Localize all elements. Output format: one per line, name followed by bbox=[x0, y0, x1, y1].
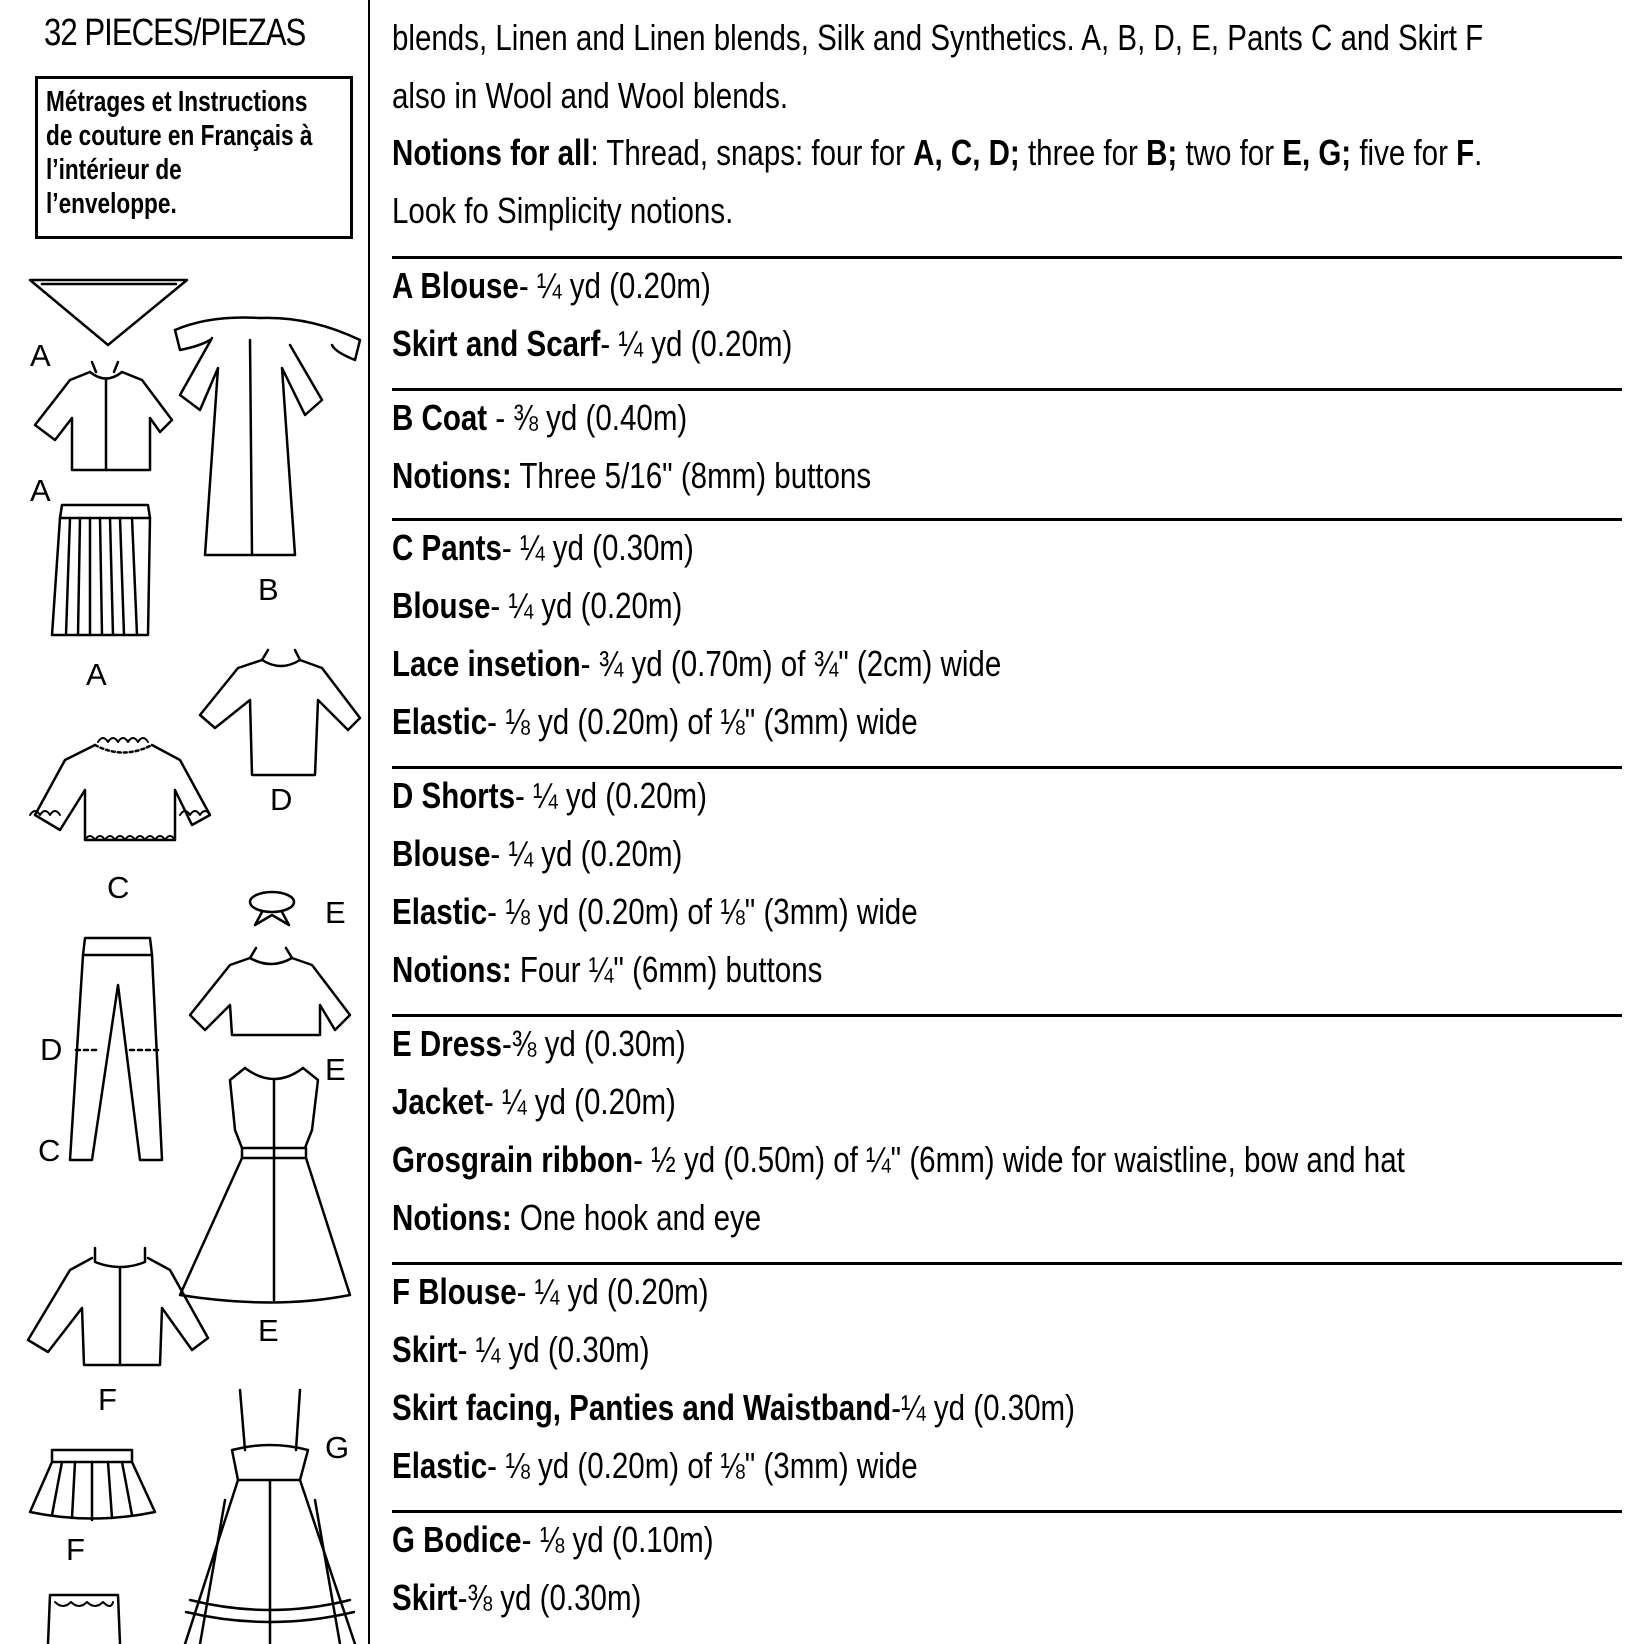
garment-illustrations bbox=[0, 260, 368, 1644]
skirt-a-illustration bbox=[52, 505, 150, 635]
label-f-skirt: F bbox=[66, 1532, 85, 1567]
pants-illustration bbox=[70, 938, 162, 1160]
coat-illustration bbox=[175, 318, 360, 556]
row-a-skirt-scarf: Skirt and Scarf- ¼ yd (0.20m) bbox=[392, 323, 793, 364]
row-c-lace: Lace insetion- ¾ yd (0.70m) of ¾" (2cm) wide bbox=[392, 643, 1002, 684]
row-f-elastic: Elastic- ⅛ yd (0.20m) of ⅛" (3mm) wide bbox=[392, 1445, 918, 1486]
label-f-blouse: F bbox=[98, 1382, 117, 1417]
label-a-blouse: A bbox=[30, 338, 51, 373]
divider bbox=[392, 256, 1622, 259]
label-e-dress: E bbox=[258, 1313, 279, 1348]
row-d-shorts: D Shorts- ¼ yd (0.20m) bbox=[392, 775, 707, 816]
row-a-blouse: A Blouse- ¼ yd (0.20m) bbox=[392, 265, 711, 306]
row-d-notions: Notions: Four ¼" (6mm) buttons bbox=[392, 949, 823, 990]
french-note: Métrages et Instructions de couture en Français à l’intérieur de l’enveloppe. bbox=[46, 86, 313, 220]
label-e-bow: E bbox=[325, 895, 346, 930]
row-f-facing: Skirt facing, Panties and Waistband-¼ yd (0.30m) bbox=[392, 1387, 1075, 1428]
left-column bbox=[0, 0, 368, 1644]
row-g-bodice: G Bodice- ⅛ yd (0.10m) bbox=[392, 1519, 714, 1560]
blouse-c-illustration bbox=[30, 738, 210, 840]
divider bbox=[392, 1262, 1622, 1265]
row-c-pants: C Pants- ¼ yd (0.30m) bbox=[392, 527, 694, 568]
label-c-pants: C bbox=[38, 1133, 61, 1168]
gown-g-illustration bbox=[185, 1390, 355, 1644]
blouse-d-illustration bbox=[200, 650, 360, 775]
label-e-jacket: E bbox=[325, 1052, 346, 1087]
divider bbox=[392, 1510, 1622, 1513]
bow-illustration bbox=[250, 892, 294, 925]
divider bbox=[392, 766, 1622, 769]
column-divider bbox=[368, 0, 370, 1644]
divider bbox=[392, 388, 1622, 391]
blouse-f-illustration bbox=[28, 1248, 208, 1365]
label-b: B bbox=[258, 572, 279, 607]
row-e-notions: Notions: One hook and eye bbox=[392, 1197, 762, 1238]
label-a-bottom: A bbox=[86, 657, 107, 692]
jacket-e-illustration bbox=[190, 948, 350, 1035]
label-a-skirt: A bbox=[30, 473, 51, 508]
french-note-box bbox=[35, 76, 353, 239]
scarf-illustration bbox=[30, 280, 187, 345]
divider bbox=[392, 1014, 1622, 1017]
label-g: G bbox=[325, 1430, 350, 1465]
intro-line-4: Look fo Simplicity notions. bbox=[392, 190, 734, 231]
row-d-elastic: Elastic- ⅛ yd (0.20m) of ⅛" (3mm) wide bbox=[392, 891, 918, 932]
row-g-skirt: Skirt-⅜ yd (0.30m) bbox=[392, 1577, 642, 1618]
intro-line-1: blends, Linen and Linen blends, Silk and Synthetics. A, B, D, E, Pants C and Skirt F bbox=[392, 17, 1484, 58]
dress-e-illustration bbox=[180, 1068, 350, 1303]
intro-line-2: also in Wool and Wool blends. bbox=[392, 75, 789, 116]
row-f-skirt: Skirt- ¼ yd (0.30m) bbox=[392, 1329, 650, 1370]
notions-for-all: Notions for all: Thread, snaps: four for A, C, D; three for B; two for E, G; five for F. bbox=[392, 132, 1483, 173]
skirt-f-illustration bbox=[30, 1450, 155, 1520]
row-b-notions: Notions: Three 5/16" (8mm) buttons bbox=[392, 455, 872, 496]
label-c-blouse: C bbox=[107, 870, 130, 905]
row-e-dress: E Dress-⅜ yd (0.30m) bbox=[392, 1023, 686, 1064]
row-e-jacket: Jacket- ¼ yd (0.20m) bbox=[392, 1081, 676, 1122]
divider bbox=[392, 518, 1622, 521]
row-e-ribbon: Grosgrain ribbon- ½ yd (0.50m) of ¼" (6mm) wide for waistline, bow and hat bbox=[392, 1139, 1405, 1180]
pieces-count: 32 PIECES/PIEZAS bbox=[44, 12, 306, 54]
blouse-a-illustration bbox=[35, 362, 172, 470]
label-d-pants: D bbox=[40, 1032, 63, 1067]
row-c-blouse: Blouse- ¼ yd (0.20m) bbox=[392, 585, 683, 626]
label-d-blouse: D bbox=[270, 782, 293, 817]
row-d-blouse: Blouse- ¼ yd (0.20m) bbox=[392, 833, 683, 874]
row-c-elastic: Elastic- ⅛ yd (0.20m) of ⅛" (3mm) wide bbox=[392, 701, 918, 742]
panties-illustration bbox=[48, 1595, 120, 1644]
row-f-blouse: F Blouse- ¼ yd (0.20m) bbox=[392, 1271, 709, 1312]
row-b-coat: B Coat - ⅜ yd (0.40m) bbox=[392, 397, 688, 438]
